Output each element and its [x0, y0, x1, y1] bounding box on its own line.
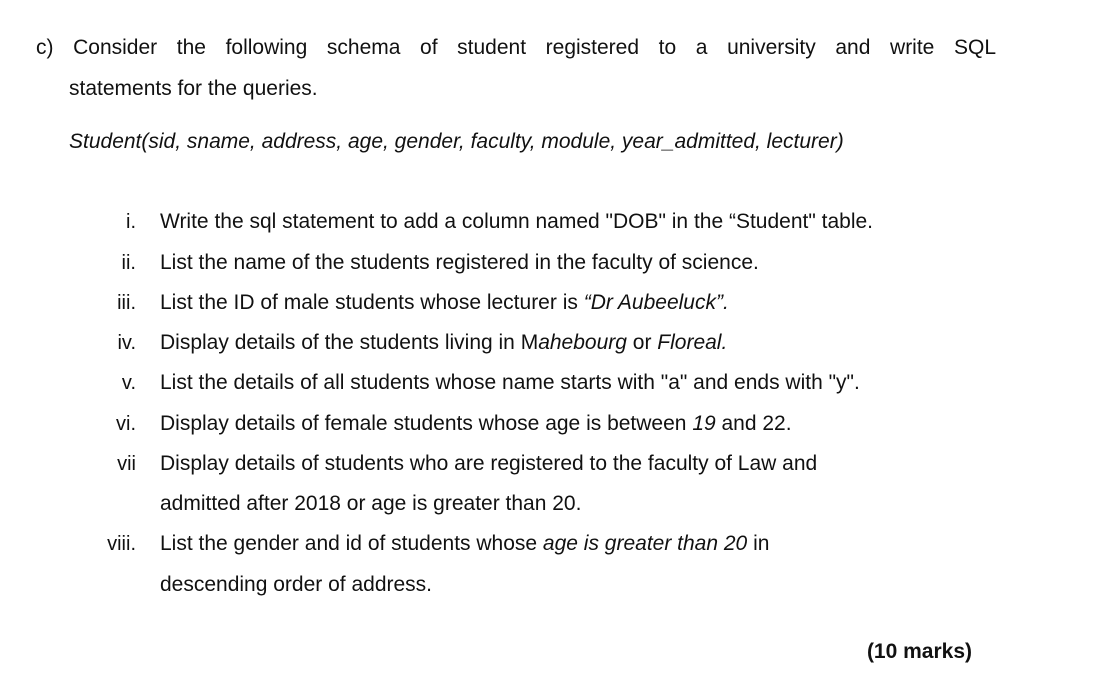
query-item-8: [0, 530, 1096, 558]
query-number: v.: [121, 372, 136, 394]
query-number: iii.: [117, 292, 136, 314]
query-text-plain: List the gender and id of students whose: [160, 532, 543, 555]
query-number: ii.: [121, 252, 136, 274]
query-text-line2: descending order of address.: [160, 573, 433, 596]
query-text-line1: [160, 530, 769, 558]
query-text-plain: List the ID of male students whose lecturer is: [160, 291, 584, 314]
query-text-italic: 19: [692, 412, 716, 435]
student-schema: Student(sid, sname, address, age, gender, faculty, module, year_admitted, lecturer): [69, 130, 844, 153]
query-text-plain: Display details of female students whose age is between: [160, 412, 693, 435]
query-item-4: [0, 329, 1096, 357]
query-number: iv.: [117, 332, 136, 354]
query-item-7: [0, 450, 1096, 478]
query-text: Write the sql statement to add a column named "DOB" in the “Student" table.: [160, 210, 874, 233]
query-item-1: [0, 208, 1096, 236]
query-text-line2: admitted after 2018 or age is greater than 20.: [160, 492, 582, 515]
query-item-2: [0, 249, 1096, 277]
query-text-plain: and 22.: [715, 412, 792, 435]
query-text: List the details of all students whose name starts with "a" and ends with "y".: [160, 371, 860, 394]
query-item-3: [0, 289, 1096, 317]
query-text-italic: Floreal.: [657, 331, 728, 354]
query-item-6: [0, 410, 1096, 438]
question-intro-line1: c) Consider the following schema of student registered to a university and write SQL: [36, 36, 996, 59]
query-text-plain: or: [626, 331, 658, 354]
query-text-italic: ahebourg: [538, 331, 627, 354]
query-number: i.: [126, 211, 136, 233]
query-number: vii: [117, 453, 136, 475]
query-text: [160, 329, 727, 357]
query-text-plain: in: [747, 532, 770, 555]
question-intro-line2: statements for the queries.: [69, 77, 318, 100]
query-text-italic: “Dr Aubeeluck”.: [583, 291, 729, 314]
query-item-5: [0, 369, 1096, 397]
query-text-plain: Display details of the students living in M: [160, 331, 539, 354]
query-text: [160, 289, 729, 317]
query-text-italic: age is greater than 20: [542, 532, 748, 555]
query-text-line1: Display details of students who are registered to the faculty of Law and: [160, 452, 818, 475]
query-number: vi.: [116, 413, 136, 435]
query-number: viii.: [107, 533, 136, 555]
query-text: [160, 410, 792, 438]
query-text: List the name of the students registered in the faculty of science.: [160, 251, 759, 274]
marks-label: (10 marks): [866, 640, 972, 663]
